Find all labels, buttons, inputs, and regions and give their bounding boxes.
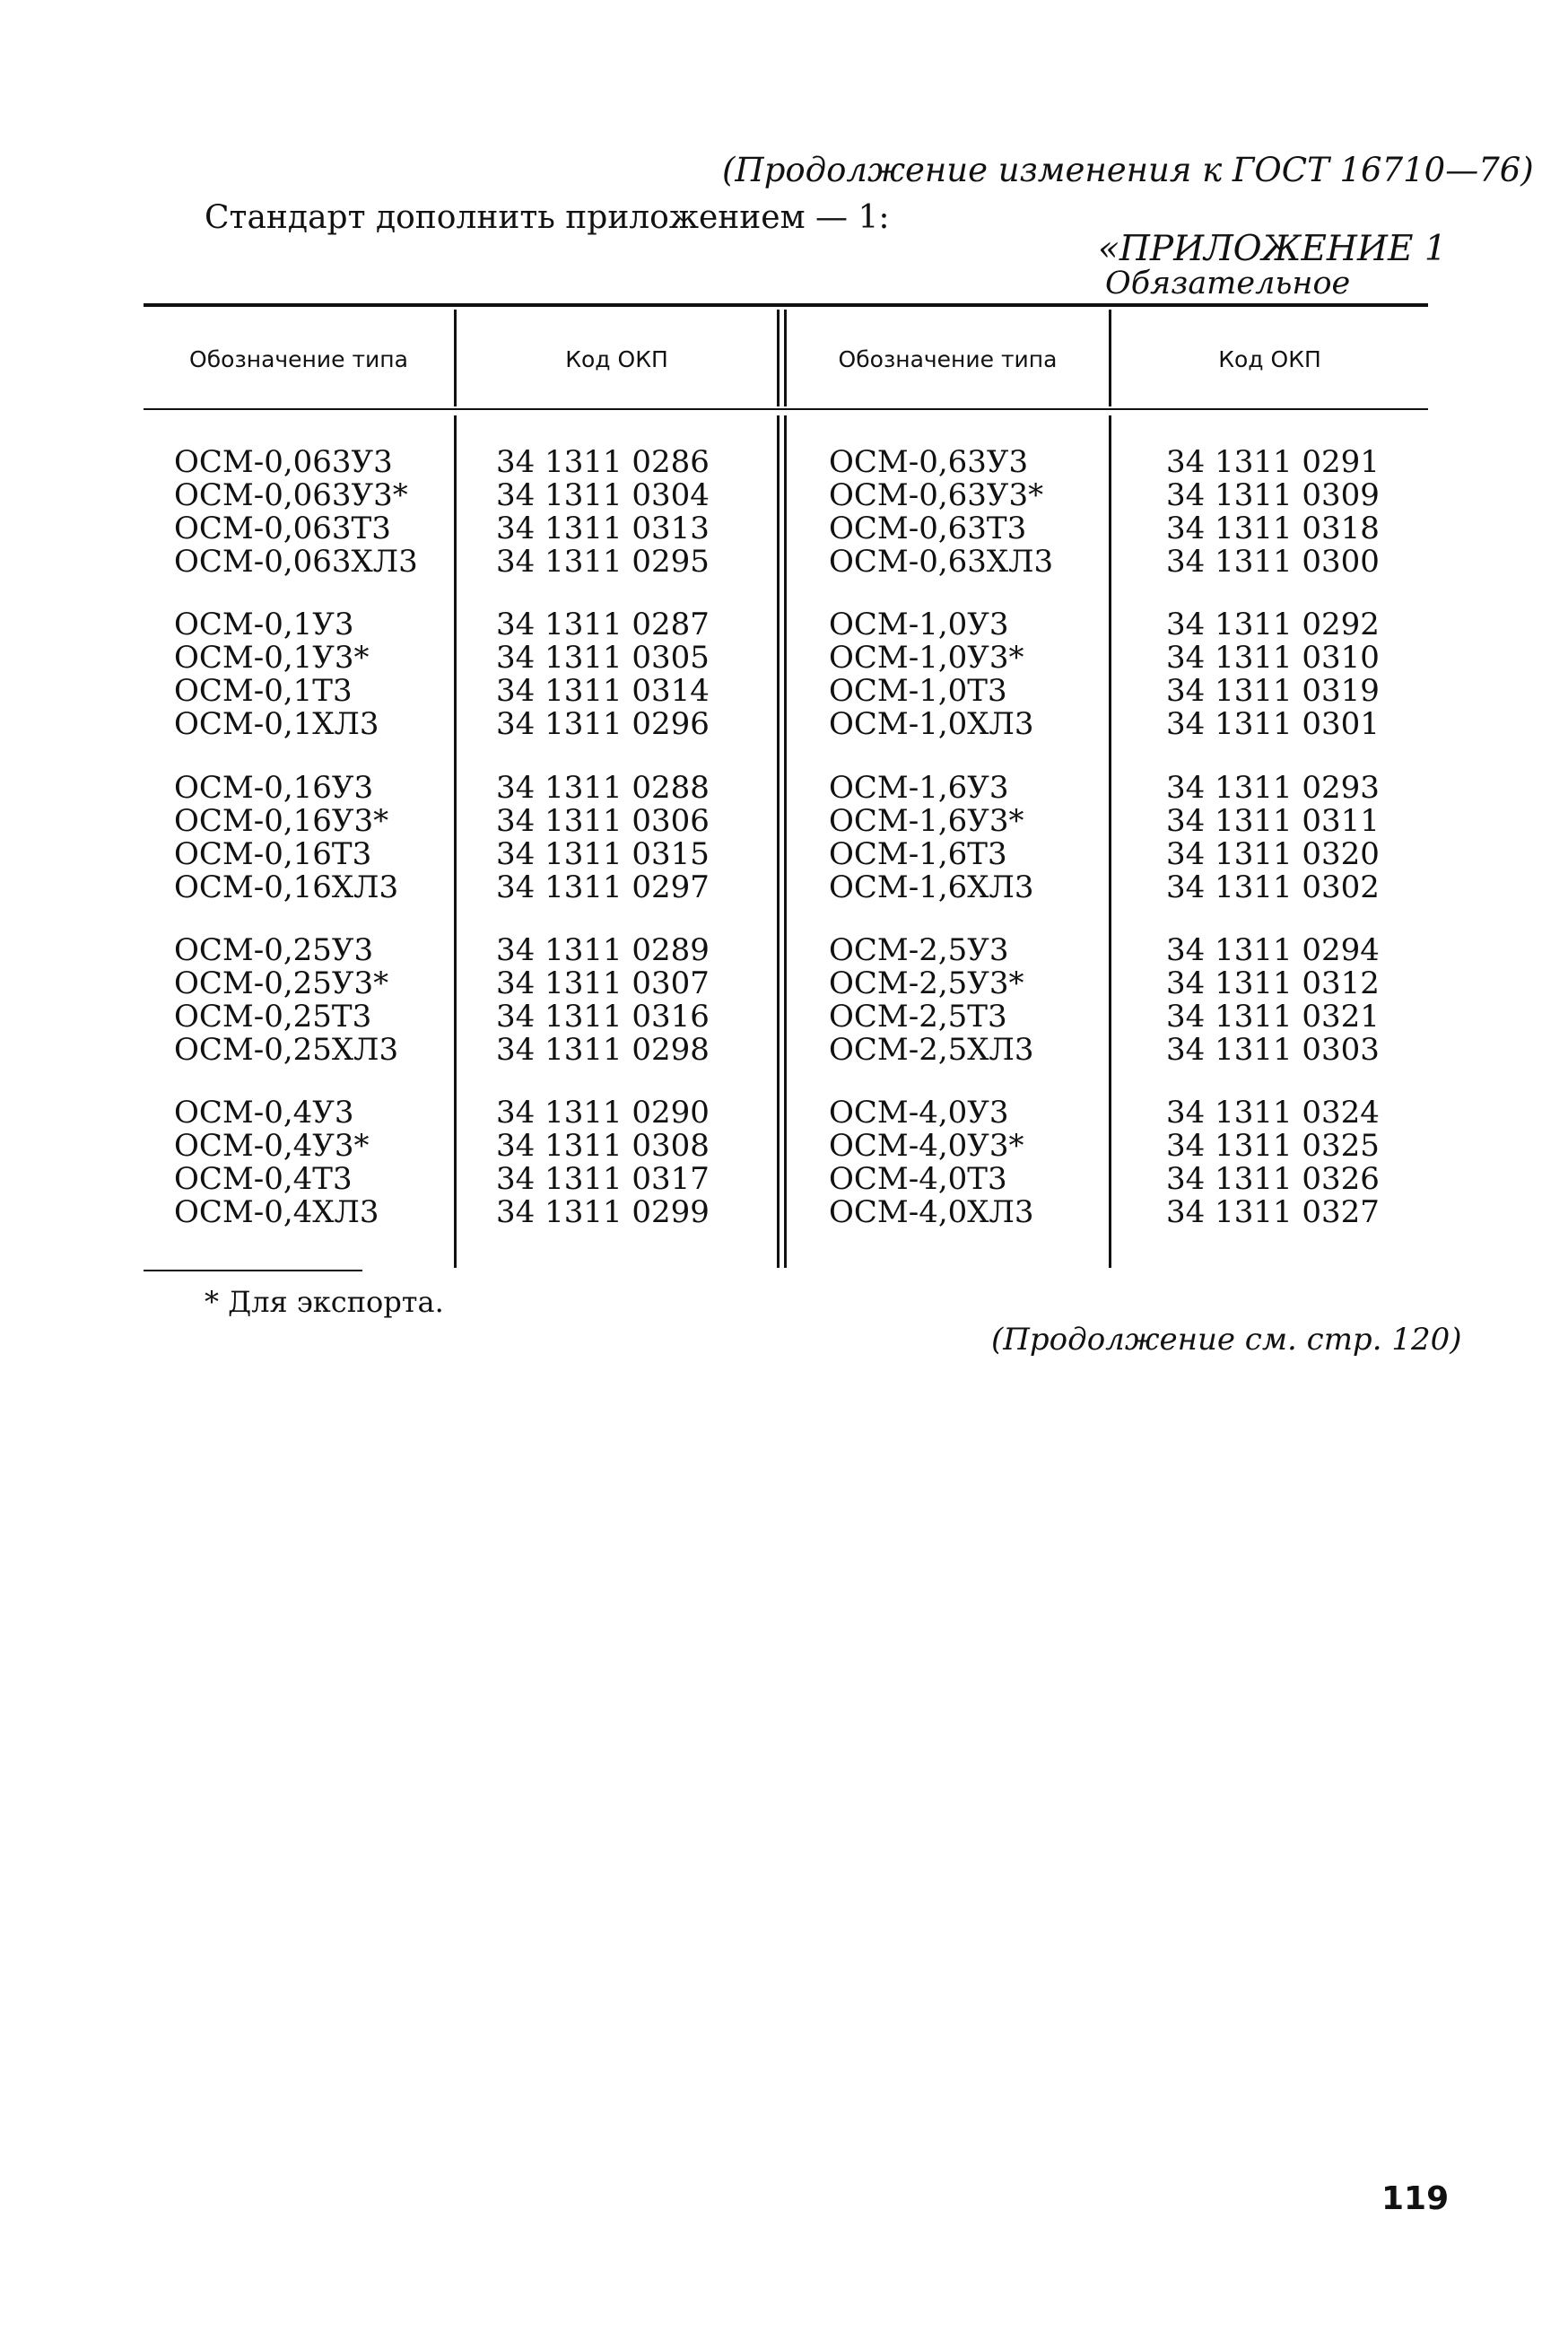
appendix-title: «ПРИЛОЖЕНИЕ 1 (1098, 229, 1447, 269)
type-designation: ОСМ-0,63Т3 (829, 511, 1027, 546)
okp-code: 34 1311 0300 (1166, 544, 1380, 580)
column-divider-double (777, 310, 780, 406)
type-designation: ОСМ-0,063Т3 (174, 511, 391, 546)
okp-code: 34 1311 0311 (1166, 803, 1380, 839)
okp-code: 34 1311 0309 (1166, 477, 1380, 513)
continuation-header: (Продолжение изменения к ГОСТ 16710—76) (722, 151, 1534, 189)
type-designation: ОСМ-0,16ХЛ3 (174, 869, 399, 905)
type-designation: ОСМ-0,4Т3 (174, 1161, 353, 1197)
okp-code: 34 1311 0308 (496, 1128, 710, 1164)
appendix-subtitle: Обязательное (1105, 266, 1351, 301)
intro-text: Стандарт дополнить приложением — 1: (205, 199, 890, 236)
okp-code: 34 1311 0313 (496, 511, 710, 546)
type-designation: ОСМ-0,25У3 (174, 932, 374, 968)
okp-code: 34 1311 0292 (1166, 607, 1380, 642)
column-header-type: Обозначение типа (189, 346, 408, 372)
table-top-rule (144, 303, 1428, 307)
okp-code: 34 1311 0294 (1166, 932, 1380, 968)
okp-code: 34 1311 0321 (1166, 999, 1380, 1035)
type-designation: ОСМ-0,4У3* (174, 1128, 370, 1164)
okp-code: 34 1311 0319 (1166, 673, 1380, 709)
okp-code: 34 1311 0291 (1166, 444, 1380, 480)
okp-code: 34 1311 0297 (496, 869, 710, 905)
okp-code: 34 1311 0314 (496, 673, 710, 709)
okp-code: 34 1311 0286 (496, 444, 710, 480)
type-designation: ОСМ-0,1У3* (174, 640, 370, 676)
okp-code: 34 1311 0325 (1166, 1128, 1380, 1164)
column-divider (1109, 415, 1111, 1268)
okp-code: 34 1311 0288 (496, 770, 710, 806)
type-designation: ОСМ-0,1Т3 (174, 673, 353, 709)
type-designation: ОСМ-0,063У3* (174, 477, 408, 513)
okp-code: 34 1311 0315 (496, 836, 710, 872)
okp-code: 34 1311 0298 (496, 1032, 710, 1068)
type-designation: ОСМ-0,063ХЛ3 (174, 544, 418, 580)
okp-code: 34 1311 0316 (496, 999, 710, 1035)
type-designation: ОСМ-1,0ХЛ3 (829, 706, 1034, 742)
okp-code: 34 1311 0306 (496, 803, 710, 839)
okp-code: 34 1311 0302 (1166, 869, 1380, 905)
type-designation: ОСМ-0,25Т3 (174, 999, 372, 1035)
column-divider (454, 415, 457, 1268)
type-designation: ОСМ-4,0ХЛ3 (829, 1194, 1034, 1230)
type-designation: ОСМ-1,0У3 (829, 607, 1009, 642)
type-designation: ОСМ-1,6У3* (829, 803, 1024, 839)
okp-code: 34 1311 0290 (496, 1095, 710, 1131)
footnote: * Для экспорта. (205, 1285, 444, 1319)
okp-code: 34 1311 0295 (496, 544, 710, 580)
type-designation: ОСМ-2,5У3* (829, 965, 1024, 1001)
column-header-code: Код ОКП (1218, 346, 1321, 372)
type-designation: ОСМ-0,1У3 (174, 607, 354, 642)
type-designation: ОСМ-4,0Т3 (829, 1161, 1007, 1197)
type-designation: ОСМ-2,5ХЛ3 (829, 1032, 1034, 1068)
type-designation: ОСМ-1,6Т3 (829, 836, 1007, 872)
type-designation: ОСМ-2,5Т3 (829, 999, 1007, 1035)
continued-note: (Продолжение см. стр. 120) (991, 1322, 1462, 1358)
type-designation: ОСМ-1,6У3 (829, 770, 1009, 806)
type-designation: ОСМ-0,4У3 (174, 1095, 354, 1131)
type-designation: ОСМ-0,63У3 (829, 444, 1029, 480)
type-designation: ОСМ-0,16У3* (174, 803, 389, 839)
okp-code: 34 1311 0326 (1166, 1161, 1380, 1197)
okp-code: 34 1311 0318 (1166, 511, 1380, 546)
column-header-type: Обозначение типа (838, 346, 1058, 372)
type-designation: ОСМ-0,4ХЛ3 (174, 1194, 379, 1230)
type-designation: ОСМ-4,0У3 (829, 1095, 1009, 1131)
okp-code: 34 1311 0307 (496, 965, 710, 1001)
type-designation: ОСМ-1,6ХЛ3 (829, 869, 1034, 905)
type-designation: ОСМ-1,0Т3 (829, 673, 1007, 709)
type-designation: ОСМ-0,16У3 (174, 770, 374, 806)
okp-code: 34 1311 0303 (1166, 1032, 1380, 1068)
type-designation: ОСМ-0,63ХЛ3 (829, 544, 1054, 580)
column-header-code: Код ОКП (565, 346, 668, 372)
table-header-rule (144, 408, 1428, 410)
okp-code: 34 1311 0287 (496, 607, 710, 642)
okp-code: 34 1311 0289 (496, 932, 710, 968)
type-designation: ОСМ-0,25У3* (174, 965, 389, 1001)
okp-code: 34 1311 0304 (496, 477, 710, 513)
okp-code: 34 1311 0320 (1166, 836, 1380, 872)
okp-code: 34 1311 0301 (1166, 706, 1380, 742)
okp-code: 34 1311 0299 (496, 1194, 710, 1230)
okp-code: 34 1311 0312 (1166, 965, 1380, 1001)
type-designation: ОСМ-4,0У3* (829, 1128, 1024, 1164)
okp-code: 34 1311 0293 (1166, 770, 1380, 806)
okp-code: 34 1311 0310 (1166, 640, 1380, 676)
okp-code: 34 1311 0327 (1166, 1194, 1380, 1230)
type-designation: ОСМ-0,63У3* (829, 477, 1044, 513)
column-divider-double (784, 415, 787, 1268)
column-divider-double (777, 415, 780, 1268)
okp-code: 34 1311 0324 (1166, 1095, 1380, 1131)
type-designation: ОСМ-0,063У3 (174, 444, 393, 480)
type-designation: ОСМ-1,0У3* (829, 640, 1024, 676)
type-designation: ОСМ-0,1ХЛ3 (174, 706, 379, 742)
okp-code: 34 1311 0305 (496, 640, 710, 676)
type-designation: ОСМ-0,16Т3 (174, 836, 372, 872)
footnote-rule (144, 1270, 362, 1271)
type-designation: ОСМ-0,25ХЛ3 (174, 1032, 399, 1068)
page-number: 119 (1381, 2180, 1450, 2217)
type-designation: ОСМ-2,5У3 (829, 932, 1009, 968)
okp-code: 34 1311 0317 (496, 1161, 710, 1197)
okp-code: 34 1311 0296 (496, 706, 710, 742)
